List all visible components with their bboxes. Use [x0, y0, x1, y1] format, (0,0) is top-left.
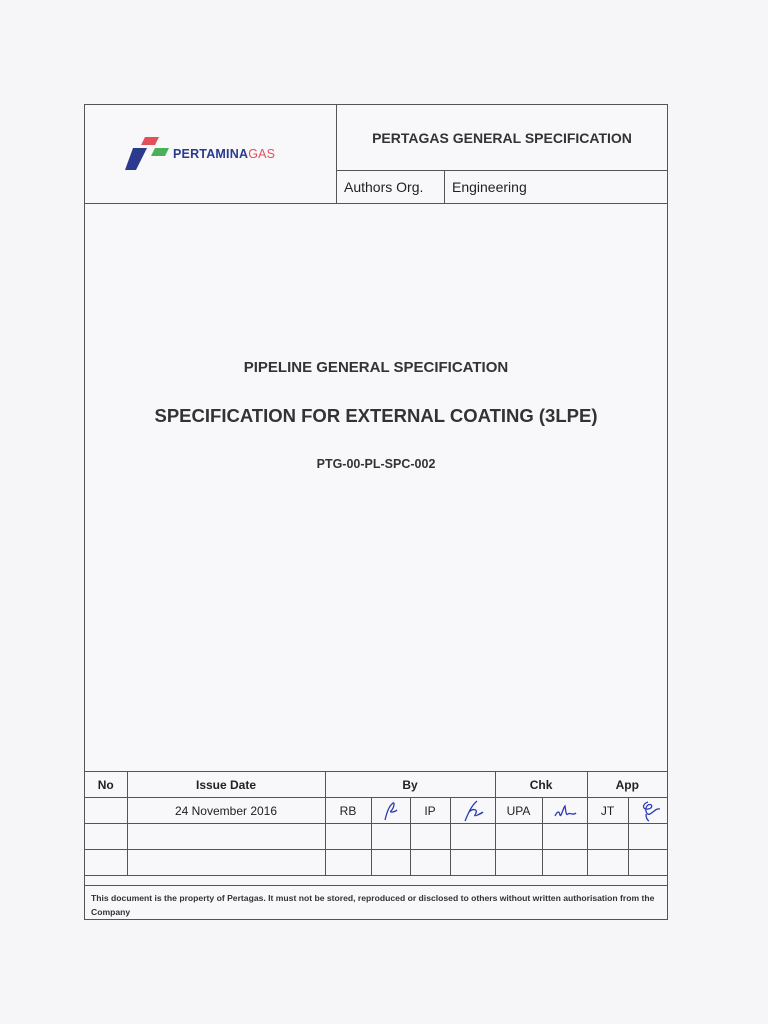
cell-no — [85, 824, 127, 850]
document-header — [85, 105, 667, 204]
signature-chk — [542, 850, 587, 876]
cell-no — [85, 850, 127, 876]
cell-by-initials-2: IP — [410, 798, 450, 824]
signature-app — [628, 798, 667, 824]
col-header-by: By — [325, 772, 495, 798]
handwritten-signature-icon — [551, 800, 579, 822]
pertamina-logo-icon — [125, 137, 171, 171]
revision-table — [85, 771, 667, 876]
company-logo — [125, 137, 275, 171]
confidentiality-notice: This document is the property of Pertagas. It must not be stored, reproduced or disclosed to others without written authorisation from the Company — [85, 885, 667, 924]
cell-app-initials — [587, 850, 628, 876]
signature-by-1 — [371, 798, 410, 824]
cell-chk-initials — [495, 850, 542, 876]
handwritten-signature-icon — [459, 800, 487, 822]
cell-by-initials-2 — [410, 850, 450, 876]
signature-by-1 — [371, 824, 410, 850]
cell-issue-date — [127, 850, 325, 876]
authors-org-value: Engineering — [452, 179, 527, 195]
col-header-issue-date: Issue Date — [127, 772, 325, 798]
col-header-no: No — [85, 772, 127, 798]
signature-app — [628, 824, 667, 850]
document-sheet — [84, 104, 668, 920]
logo-text: PERTAMINAGAS — [173, 147, 276, 161]
cell-chk-initials — [495, 824, 542, 850]
document-number: PTG-00-PL-SPC-002 — [316, 457, 436, 471]
cell-app-initials — [587, 824, 628, 850]
cell-app-initials: JT — [587, 798, 628, 824]
cell-by-initials-1: RB — [325, 798, 371, 824]
authors-org-label: Authors Org. — [337, 171, 445, 203]
signature-by-1 — [371, 850, 410, 876]
handwritten-signature-icon — [634, 800, 662, 822]
document-subtitle: PIPELINE GENERAL SPECIFICATION — [243, 359, 509, 376]
cell-issue-date — [127, 824, 325, 850]
col-header-app: App — [587, 772, 667, 798]
signature-by-2 — [450, 798, 495, 824]
handwritten-signature-icon — [377, 800, 405, 822]
cell-by-initials-2 — [410, 824, 450, 850]
signature-by-2 — [450, 850, 495, 876]
signature-chk — [542, 824, 587, 850]
spec-title: PERTAGAS GENERAL SPECIFICATION — [337, 105, 667, 171]
signature-app — [628, 850, 667, 876]
cell-issue-date: 24 November 2016 — [127, 798, 325, 824]
logo-cell — [85, 105, 337, 203]
signature-by-2 — [450, 824, 495, 850]
col-header-chk: Chk — [495, 772, 587, 798]
table-row — [85, 824, 667, 850]
table-row — [85, 850, 667, 876]
revision-header-row — [85, 772, 667, 798]
cell-chk-initials: UPA — [495, 798, 542, 824]
cell-by-initials-1 — [325, 824, 371, 850]
cell-no — [85, 798, 127, 824]
signature-chk — [542, 798, 587, 824]
document-title: SPECIFICATION FOR EXTERNAL COATING (3LPE) — [154, 405, 598, 426]
cell-by-initials-1 — [325, 850, 371, 876]
table-row — [85, 798, 667, 824]
